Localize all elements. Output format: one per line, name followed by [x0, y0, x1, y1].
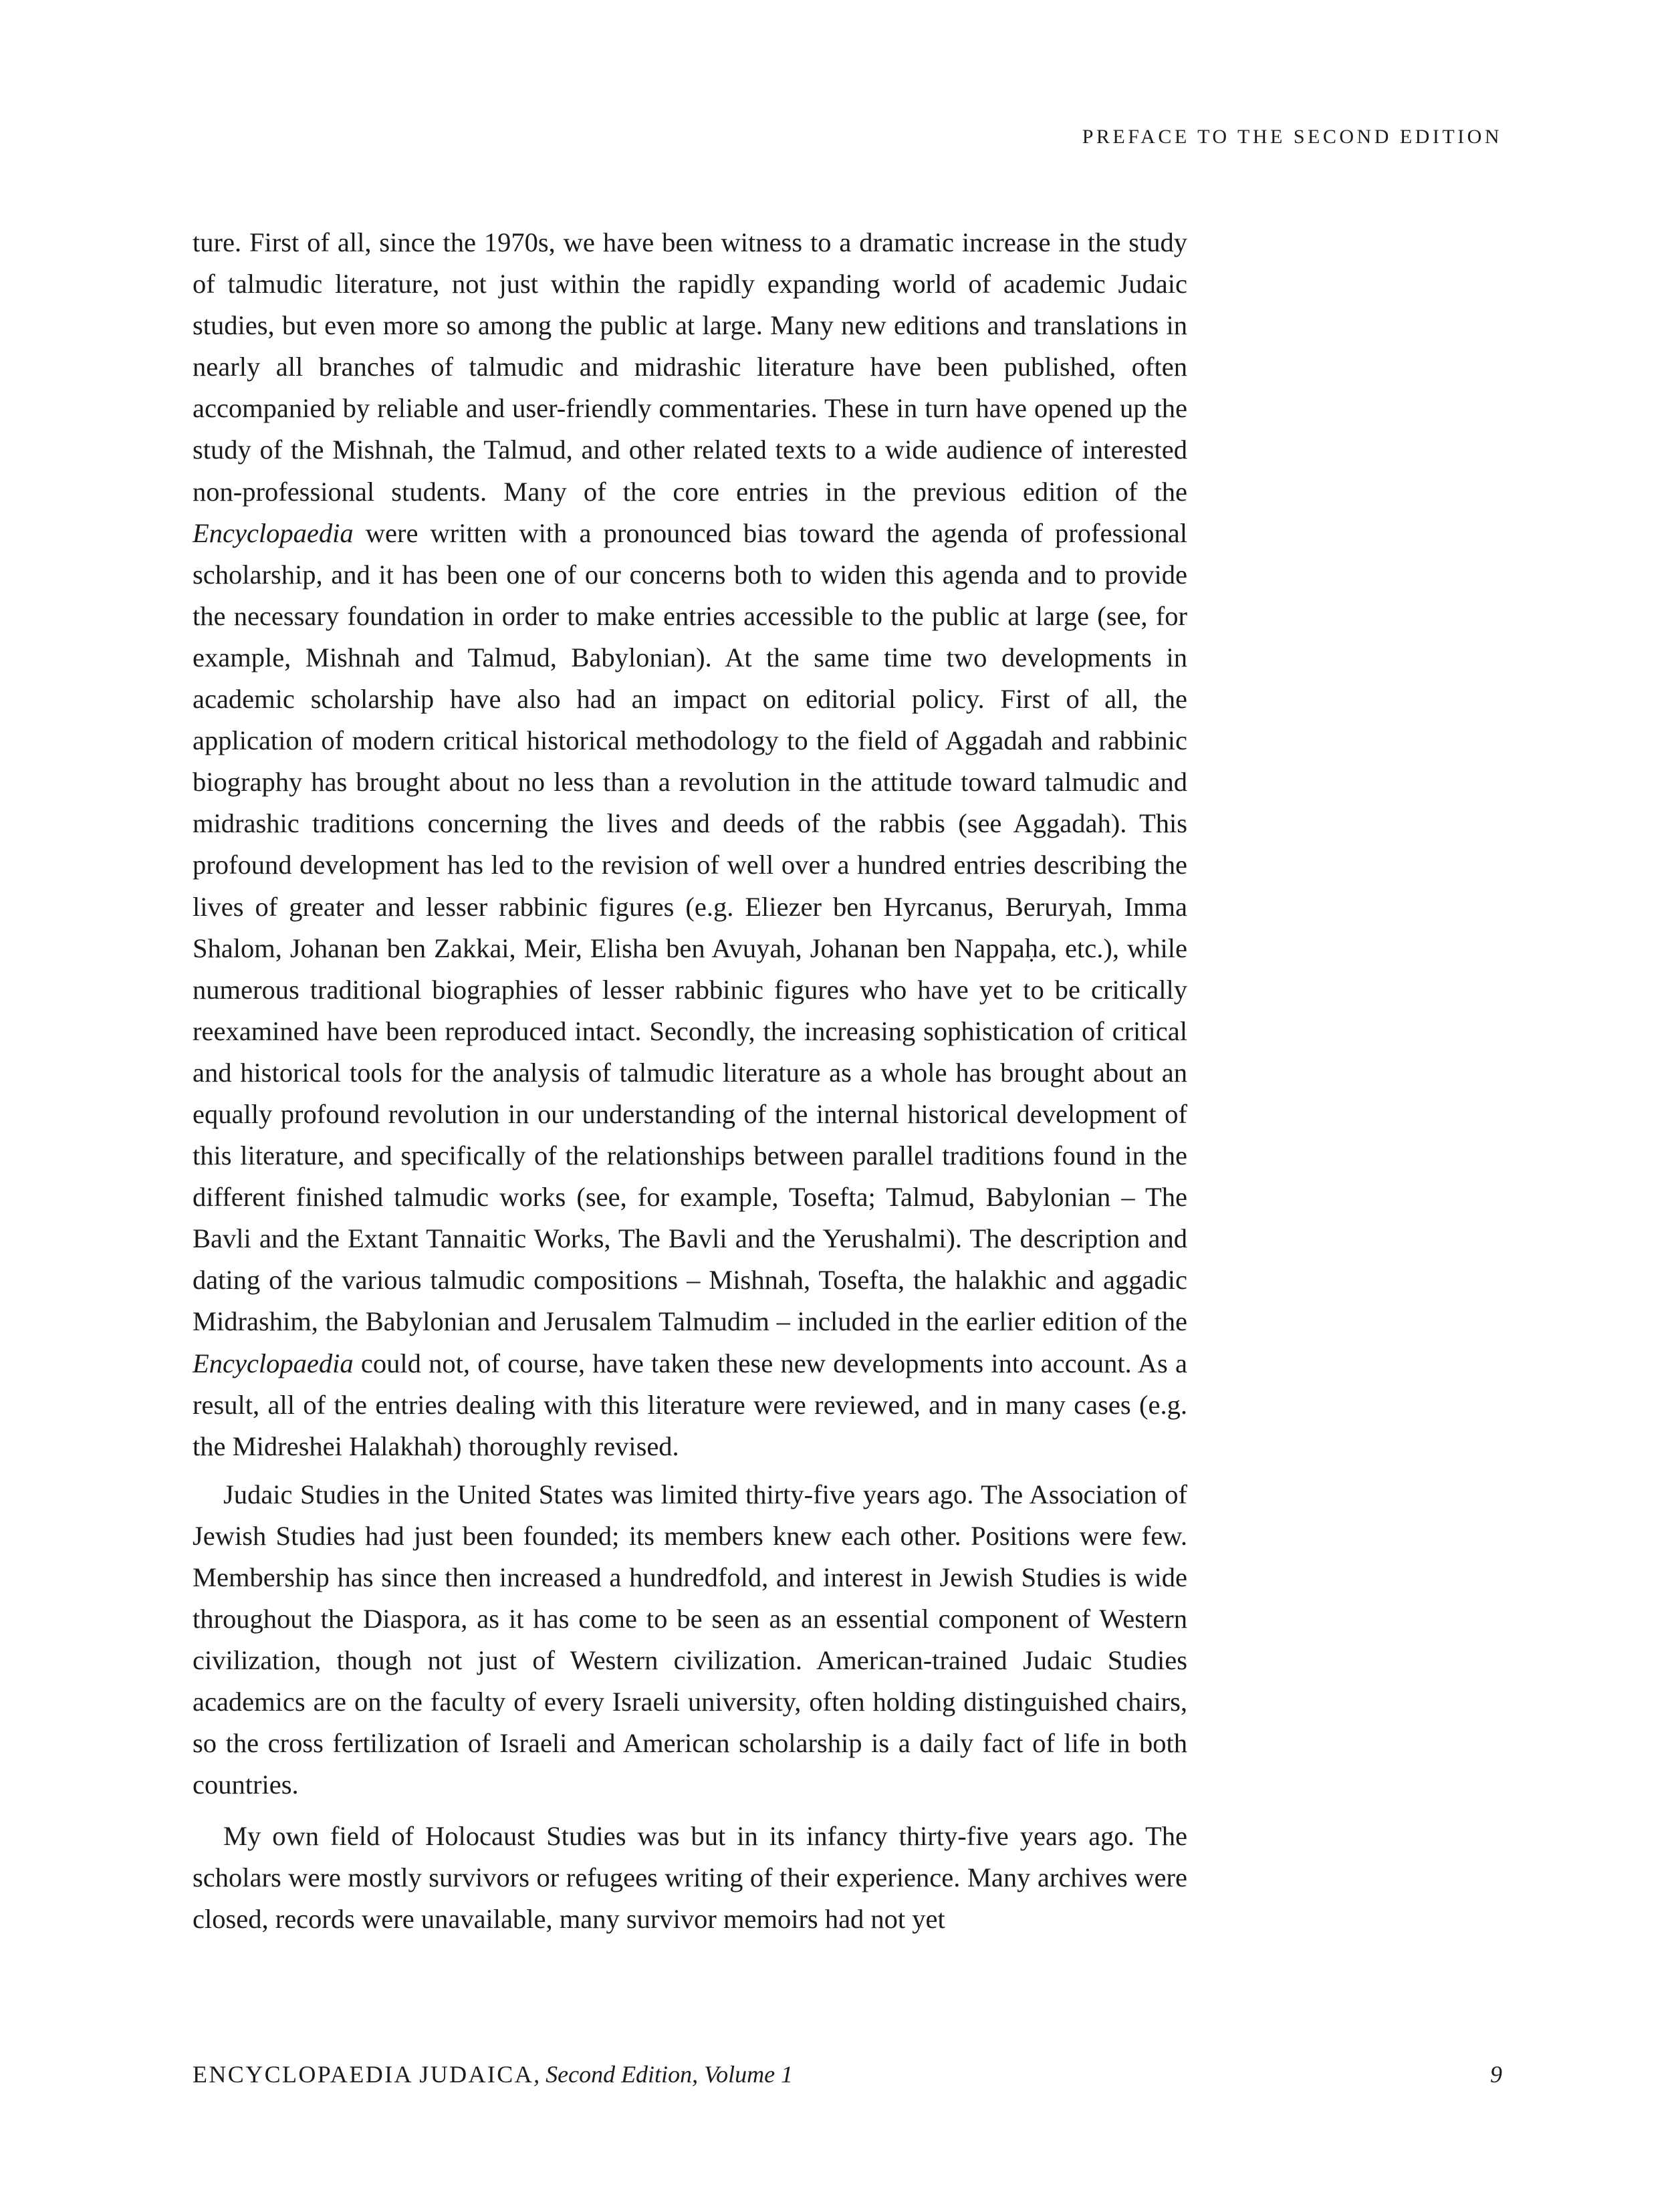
paragraph-3: My own field of Holocaust Studies was but in its infancy thirty-five years ago. The scholars were mostly survivors or refugees writing of their experience. Many archives were closed, records were unavailable, many survivor memoirs had not yet [193, 1820, 1187, 1934]
paragraph-1-text-b: were written with a pronounced bias toward the agenda of professional scholarship, and it has been one of our concerns both to widen this agenda and to provide the necessary foundation in order to make entries accessible to the public at large (see, for example, Mishnah and Talmud, Babylonian). At the same time two developments in academic scholarship have also had an impact on editorial policy. First of all, the application of modern critical historical methodology to the field of Aggadah and rabbinic biography has brought about no less than a revolution in the attitude toward talmudic and midrashic traditions concerning the lives and deeds of the rabbis (see Aggadah). This profound development has led to the revision of well over a hundred entries describing the lives of greater and lesser rabbinic figures (e.g. Eliezer ben Hyrcanus, Beruryah, Imma Shalom, Johanan ben Zakkai, Meir, Elisha ben Avuyah, Johanan ben Nappaḥa, etc.), while numerous traditional biographies of lesser rabbinic figures who have yet to be critically reexamined have been reproduced intact. Secondly, the increasing sophistication of critical and historical tools for the analysis of talmudic literature as a whole has brought about an equally profound revolution in our understanding of the internal historical development of this literature, and specifically of the relationships between parallel traditions found in the different finished talmudic works (see, for example, Tosefta; Talmud, Babylonian – The Bavli and the Extant Tannaitic Works, The Bavli and the Yerushalmi). The description and dating of the various talmudic compositions – Mishnah, Tosefta, the halakhic and aggadic Midrashim, the Babylonian and Jerusalem Talmudim – included in the earlier edition of the [193, 517, 1187, 1337]
footer-separator: , [533, 2061, 546, 2088]
page-number: 9 [1490, 2061, 1502, 2088]
paragraph-1-text-a: ture. First of all, since the 1970s, we have been witness to a dramatic increase in the study of talmudic literature, not just within the rapidly expanding world of academic Judaic studies, but even more so among the public at large. Many new editions and translations in nearly all branches of talmudic and midrashic literature have been published, often accompanied by reliable and user-friendly commentaries. These in turn have opened up the study of the Mishnah, the Talmud, and other related texts to a wide audience of interested non-professional students. Many of the core entries in the previous edition of the [193, 227, 1187, 507]
paragraph-2: Judaic Studies in the United States was limited thirty-five years ago. The Association of Jewish Studies had just been founded; its members knew each other. Positions were few. Membership has since then increased a hundredfold, and interest in Jewish Studies is wide throughout the Diaspora, as it has come to be seen as an essential component of Western civilization, though not just of Western civilization. American-trained Judaic Studies academics are on the faculty of every Israeli university, often holding distinguished chairs, so the cross fertilization of Israeli and American scholarship is a daily fact of life in both countries. [193, 1479, 1187, 1800]
main-text [193, 222, 1187, 1940]
encyclopaedia-title-italic: Encyclopaedia [193, 517, 354, 548]
paragraph-1-text-c: could not, of course, have taken these new developments into account. As a result, all of the entries dealing with this literature were reviewed, and in many cases (e.g. the Midreshei Halakhah) thoroughly revised. [193, 1348, 1187, 1461]
footer-subtitle: Second Edition, Volume 1 [546, 2061, 794, 2088]
running-head: PREFACE TO THE SECOND EDITION [1082, 126, 1502, 148]
footer-publication [193, 2060, 793, 2088]
encyclopaedia-title-italic: Encyclopaedia [193, 1348, 354, 1378]
paragraph-1 [193, 222, 1187, 1467]
footer-title: ENCYCLOPAEDIA JUDAICA [193, 2061, 534, 2088]
